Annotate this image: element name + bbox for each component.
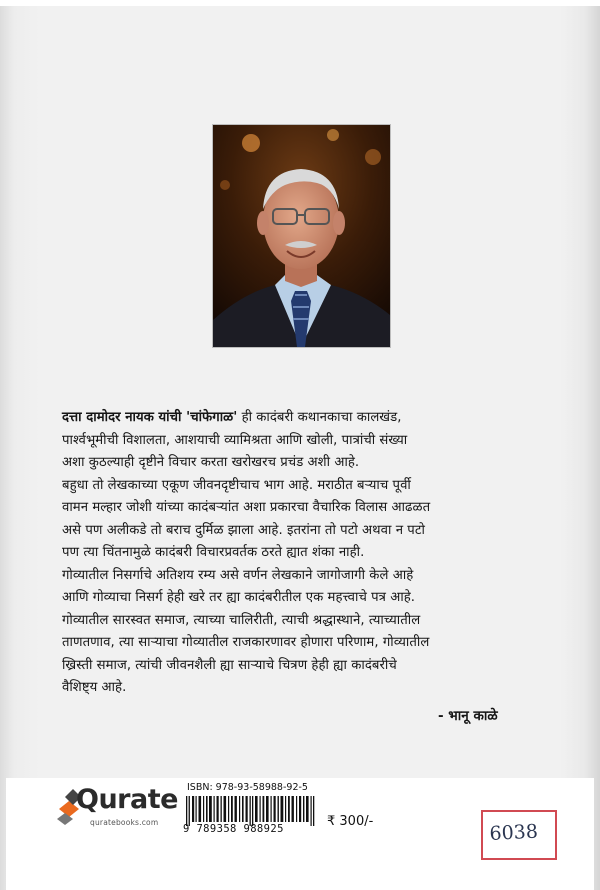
inventory-stamp [481, 810, 557, 860]
blurb-line-10: गोव्यातील सारस्वत समाज, त्याच्या चालिरीती, त्याची श्रद्धास्थाने, त्याच्यातील [62, 612, 421, 628]
blurb-line-6: असे पण अलीकडे तो बराच दुर्मिळ झाला आहे. इतरांना तो पटो अथवा न पटो [62, 522, 425, 538]
blurb-line-3: अशा कुठल्याही दृष्टीने विचार करता खरोखरच प्रचंड अशी आहे. [62, 455, 360, 470]
author-photo [212, 124, 391, 348]
blurb-line-13: वैशिष्ट्य आहे. [62, 680, 127, 695]
blurb-line-4: बहुधा तो लेखकाच्या एकूण जीवनदृष्टीचाच भाग आहे. मराठीत बऱ्याच पूर्वी [62, 477, 411, 493]
cover-edge [0, 0, 600, 6]
reviewer-signature: - भानू काळे [438, 708, 498, 724]
barcode-digits: 9 789358 988925 [183, 823, 284, 835]
publisher-site: quratebooks.com [90, 818, 159, 827]
blurb-line-1: दत्ता दामोदर नायक यांची 'चांफेगाळ' ही कादंबरी कथानकाचा कालखंड, [62, 410, 402, 425]
blurb-line-5: वामन मल्हार जोशी यांच्या कादंबऱ्यांत अशा प्रकारचा वैचारिक विलास आढळत [62, 500, 431, 515]
publisher-name: Qurate [76, 784, 178, 815]
blurb-line-12: ख्रिस्ती समाज, त्यांची जीवनशैली ह्या साऱ्याचे चित्रण हेही ह्या कादंबरीचे [62, 657, 397, 673]
blurb-line-9: आणि गोव्याचा निसर्ग हेही खरे तर ह्या कादंबरीतील एक महत्त्वाचे पत्र आहे. [62, 590, 416, 605]
stamp-number: 6038 [489, 820, 539, 845]
isbn-label: ISBN: 978-93-58988-92-5 [187, 782, 308, 793]
blurb-line-11: ताणतणाव, त्या साऱ्याचा गोव्यातील राजकारणावर होणारा परिणाम, गोव्यातील [62, 635, 430, 650]
blurb-line-8: गोव्यातील निसर्गाचे अतिशय रम्य असे वर्णन लेखकाने जागोजागी केले आहे [62, 567, 414, 583]
price: ₹ 300/- [327, 814, 374, 829]
barcode [184, 796, 318, 826]
blurb-line-7: पण त्या चिंतनामुळे कादंबरी विचारप्रवर्तक ठरते ह्यात शंका नाही. [62, 545, 365, 560]
blurb-line-2: पार्श्वभूमीची विशालता, आशयाची व्यामिश्रता आणि खोली, पात्रांची संख्या [62, 432, 408, 448]
blurb [62, 407, 562, 700]
blurb-lead: दत्ता दामोदर नायक यांची 'चांफेगाळ' [62, 410, 238, 425]
